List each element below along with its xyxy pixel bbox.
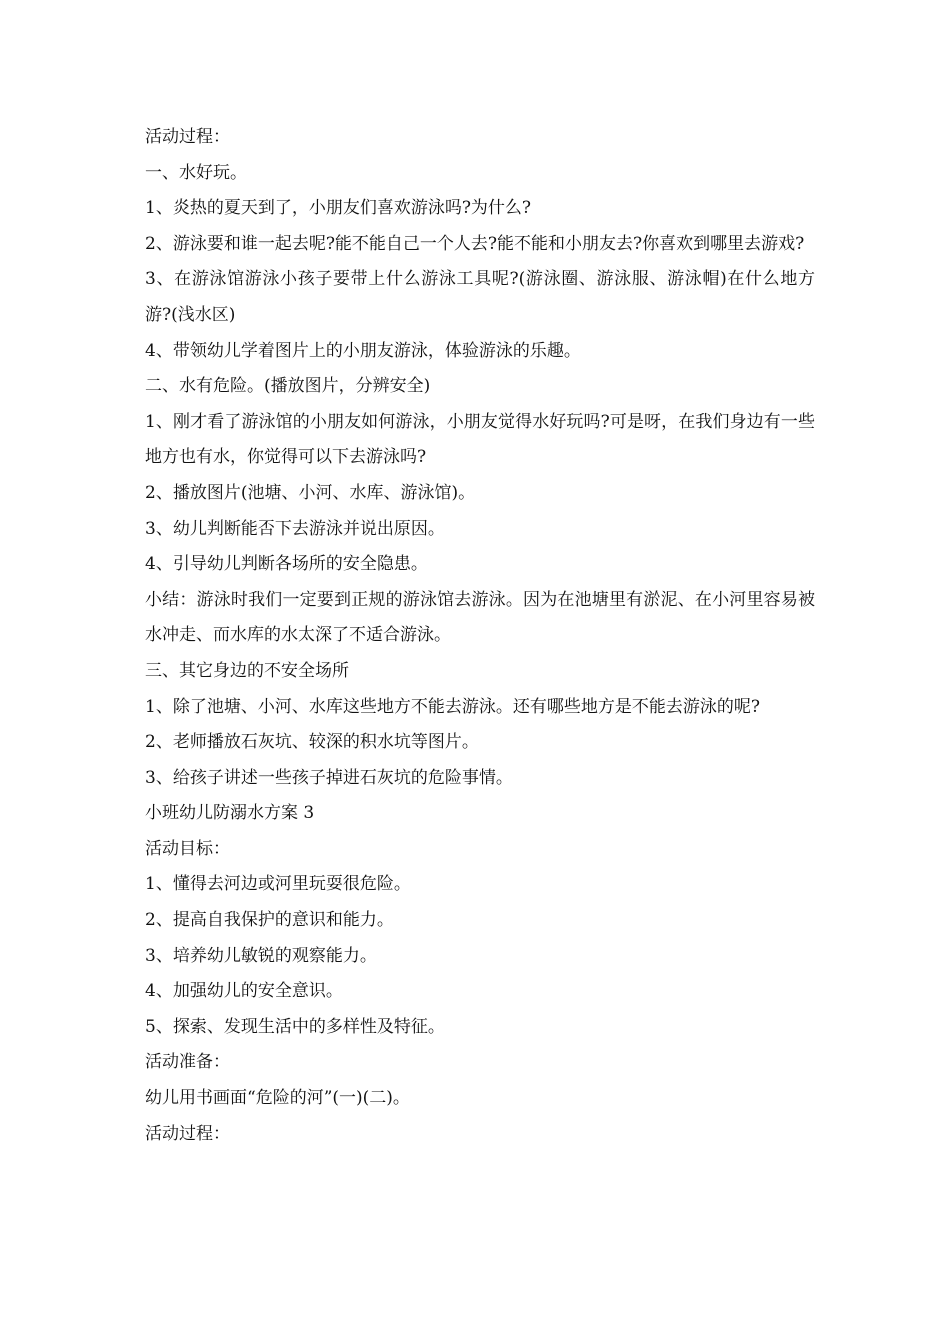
section-heading-process: 活动过程： — [145, 1123, 230, 1144]
part-heading-water-danger: 二、水有危险。(播放图片，分辨安全) — [145, 376, 431, 397]
preparation-text: 幼儿用书画面“危险的河”(一)(二)。 — [145, 1088, 410, 1109]
part-heading-unsafe-places: 三、其它身边的不安全场所 — [145, 660, 349, 681]
list-item: 3、在游泳馆游泳小孩子要带上什么游泳工具呢?(游泳圈、游泳服、游泳帽)在什么地方游?(浅水区) — [145, 269, 815, 325]
section-heading-goals: 活动目标： — [145, 838, 230, 859]
list-item: 2、提高自我保护的意识和能力。 — [145, 910, 394, 931]
list-item: 4、带领幼儿学着图片上的小朋友游泳，体验游泳的乐趣。 — [145, 340, 581, 361]
list-item: 1、除了池塘、小河、水库这些地方不能去游泳。还有哪些地方是不能去游泳的呢? — [145, 696, 760, 717]
list-item: 1、刚才看了游泳馆的小朋友如何游泳，小朋友觉得水好玩吗?可是呀，在我们身边有一些地方也有水，你觉得可以下去游泳吗? — [145, 411, 815, 468]
part-heading-water-fun: 一、水好玩。 — [145, 162, 247, 183]
plan-title: 小班幼儿防溺水方案 3 — [145, 803, 315, 824]
document-body — [145, 120, 815, 1152]
list-item: 2、老师播放石灰坑、较深的积水坑等图片。 — [145, 732, 479, 753]
list-item: 4、加强幼儿的安全意识。 — [145, 981, 343, 1002]
list-item: 3、培养幼儿敏锐的观察能力。 — [145, 945, 377, 966]
section-heading-process: 活动过程： — [145, 127, 230, 147]
list-item: 1、炎热的夏天到了，小朋友们喜欢游泳吗?为什么? — [145, 198, 532, 219]
list-item: 3、给孩子讲述一些孩子掉进石灰坑的危险事情。 — [145, 767, 513, 788]
list-item: 3、幼儿判断能否下去游泳并说出原因。 — [145, 518, 445, 539]
list-item: 5、探索、发现生活中的多样性及特征。 — [145, 1016, 445, 1037]
list-item: 2、游泳要和谁一起去呢?能不能自己一个人去?能不能和小朋友去?你喜欢到哪里去游戏? — [145, 233, 805, 254]
list-item: 4、引导幼儿判断各场所的安全隐患。 — [145, 554, 428, 575]
list-item: 2、播放图片(池塘、小河、水库、游泳馆)。 — [145, 482, 476, 503]
list-item: 1、懂得去河边或河里玩耍很危险。 — [145, 874, 411, 895]
section-heading-preparation: 活动准备： — [145, 1052, 230, 1073]
summary-paragraph: 小结：游泳时我们一定要到正规的游泳馆去游泳。因为在池塘里有淤泥、在小河里容易被水冲走、而水库的水太深了不适合游泳。 — [145, 589, 815, 646]
